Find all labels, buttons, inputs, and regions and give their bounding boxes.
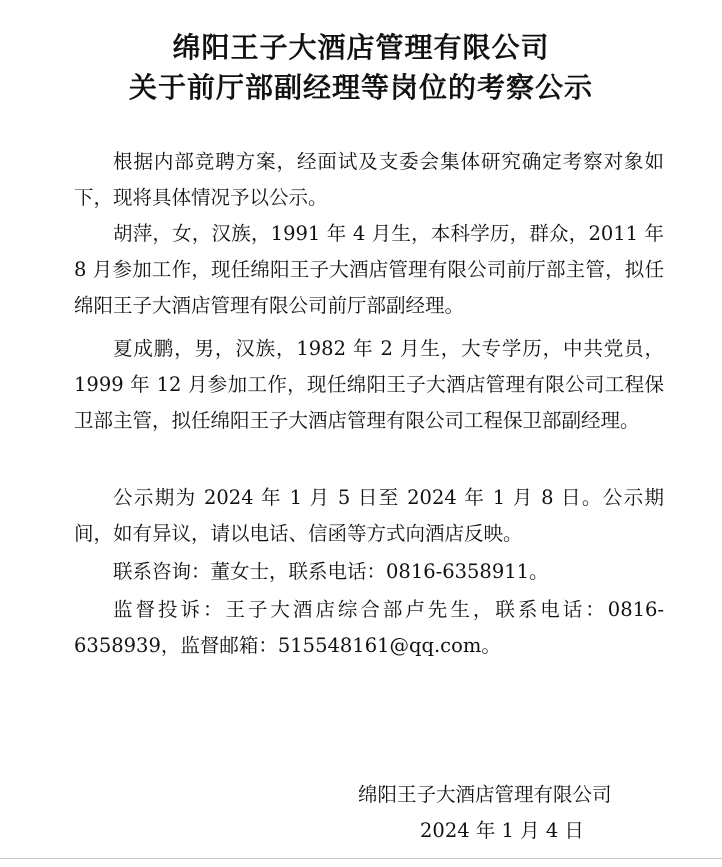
document-title-line2: 关于前厅部副经理等岗位的考察公示 <box>128 71 593 104</box>
document-title-line1: 绵阳王子大酒店管理有限公司 <box>172 31 550 64</box>
signature-date: 2024 年 1 月 4 日 <box>420 819 584 842</box>
page-bottom-divider <box>0 858 722 859</box>
signature-organization: 绵阳王子大酒店管理有限公司 <box>358 783 612 806</box>
paragraph-publicity-period: 公示期为 2024 年 1 月 5 日至 2024 年 1 月 8 日。公示期间，如有异议，请以电话、信函等方式向酒店反映。 <box>74 486 664 545</box>
paragraph-candidate-1: 胡萍，女，汉族，1991 年 4 月生，本科学历，群众，2011 年 8 月参加工作，现任绵阳王子大酒店管理有限公司前厅部主管，拟任绵阳王子大酒店管理有限公司前厅部副经理。 <box>74 222 664 317</box>
paragraph-candidate-2: 夏成鹏，男，汉族，1982 年 2 月生，大专学历，中共党员，1999 年 12 月参加工作，现任绵阳王子大酒店管理有限公司工程保卫部主管，拟任绵阳王子大酒店管理有限公司工程保卫部副经理。 <box>74 337 664 432</box>
paragraph-contact: 联系咨询：董女士，联系电话：0816-6358911。 <box>113 560 549 583</box>
paragraph-intro: 根据内部竞聘方案，经面试及支委会集体研究确定考察对象如下，现将具体情况予以公示。 <box>74 150 664 209</box>
paragraph-supervision: 监督投诉：王子大酒店综合部卢先生，联系电话：0816-6358939，监督邮箱：515548161@qq.com。 <box>74 598 664 657</box>
